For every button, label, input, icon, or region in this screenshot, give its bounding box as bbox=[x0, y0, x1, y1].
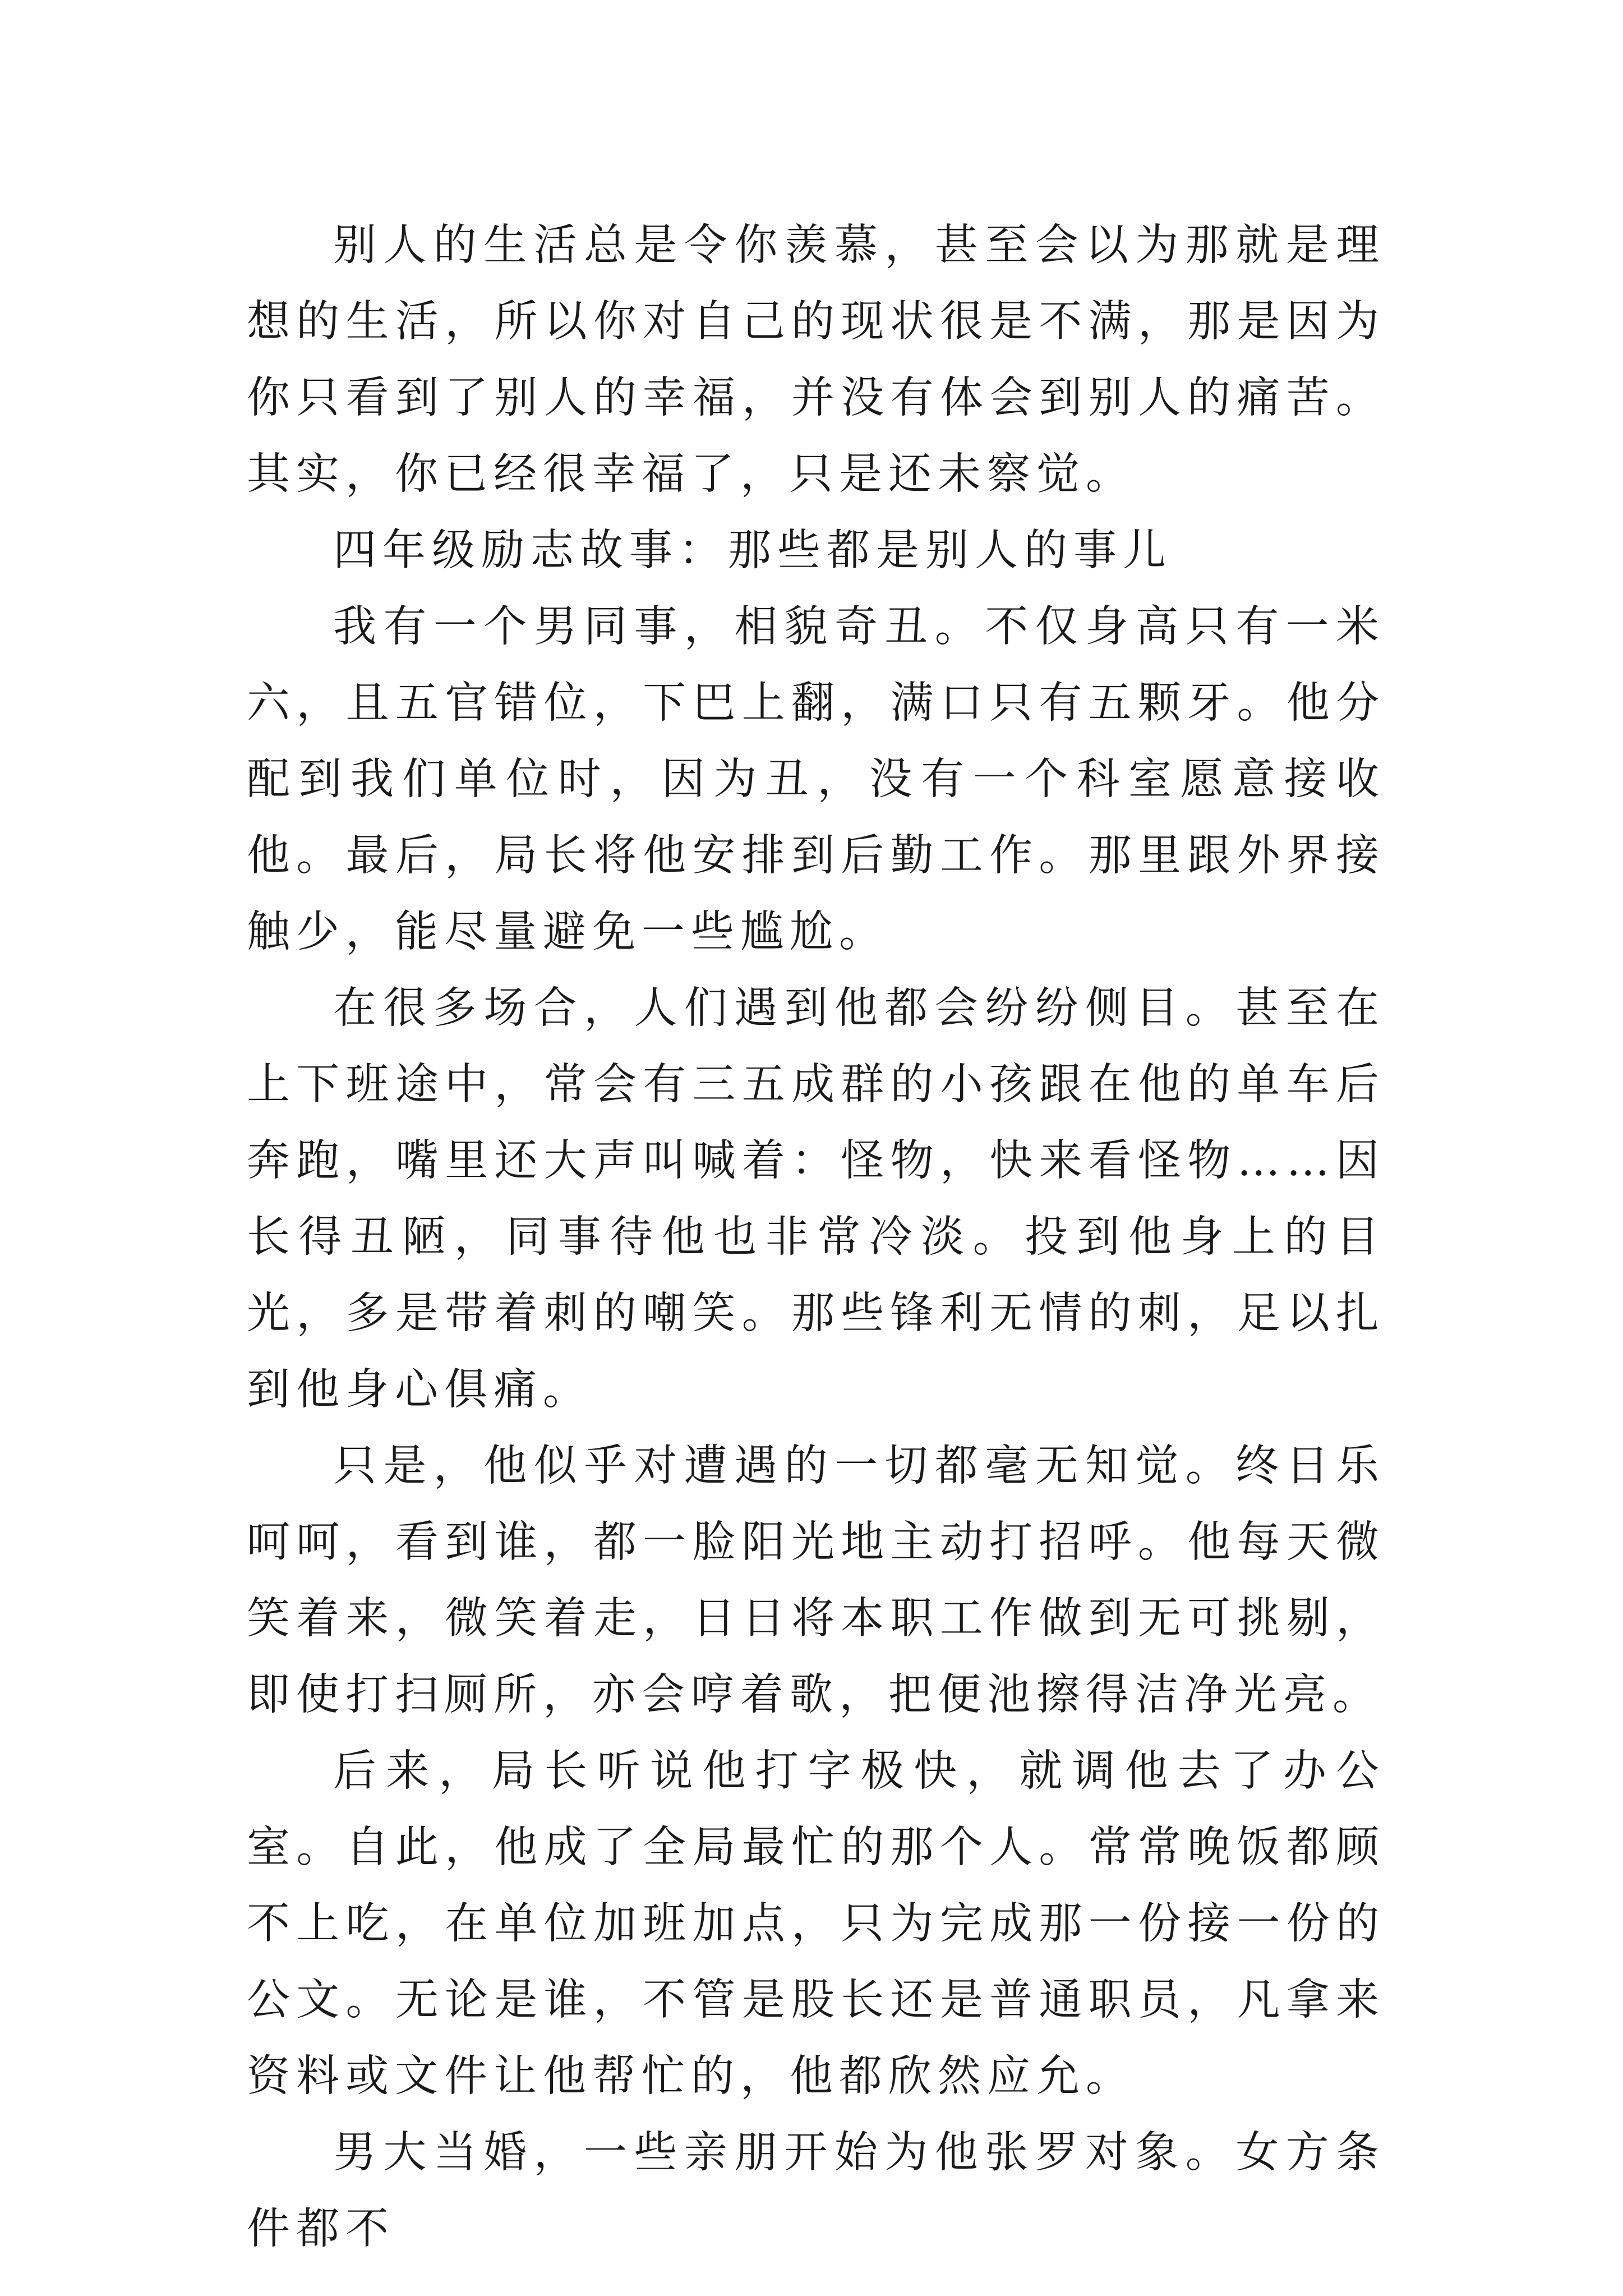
paragraph-5: 后来，局长听说他打字极快，就调他去了办公室。自此，他成了全局最忙的那个人。常常晚饭都顾不上吃，在单位加班加点，只为完成那一份接一份的公文。无论是谁，不管是股长还是普通职员，凡拿来资料或文件让他帮忙的，他都欣然应允。 bbox=[247, 1746, 1385, 2101]
paragraph-2: 我有一个男同事，相貌奇丑。不仅身高只有一米六，且五官错位，下巴上翻，满口只有五颗牙。他分配到我们单位时，因为丑，没有一个科室愿意接收他。最后，局长将他安排到后勤工作。那里跟外界接触少，能尽量避免一些尴尬。 bbox=[247, 602, 1385, 957]
paragraph-3: 在很多场合，人们遇到他都会纷纷侧目。甚至在上下班途中，常会有三五成群的小孩跟在他的单车后奔跑，嘴里还大声叫喊着：怪物，快来看怪物……因长得丑陋，同事待他也非常冷淡。投到他身上的目光，多是带着刺的嘲笑。那些锋利无情的刺，足以扎到他身心俱痛。 bbox=[247, 983, 1385, 1415]
document-body bbox=[247, 208, 1385, 2267]
paragraph-4: 只是，他似乎对遭遇的一切都毫无知觉。终日乐呵呵，看到谁，都一脸阳光地主动打招呼。他每天微笑着来，微笑着走，日日将本职工作做到无可挑剔，即使打扫厕所，亦会哼着歌，把便池擦得洁净光亮。 bbox=[247, 1441, 1385, 1720]
story-title: 四年级励志故事：那些都是别人的事儿 bbox=[333, 526, 1172, 576]
paragraph-6: 男大当婚，一些亲朋开始为他张罗对象。女方条件都不 bbox=[247, 2128, 1385, 2254]
paragraph-1: 别人的生活总是令你羡慕，甚至会以为那就是理想的生活，所以你对自己的现状很是不满，那是因为你只看到了别人的幸福，并没有体会到别人的痛苦。其实，你已经很幸福了，只是还未察觉。 bbox=[247, 220, 1385, 499]
